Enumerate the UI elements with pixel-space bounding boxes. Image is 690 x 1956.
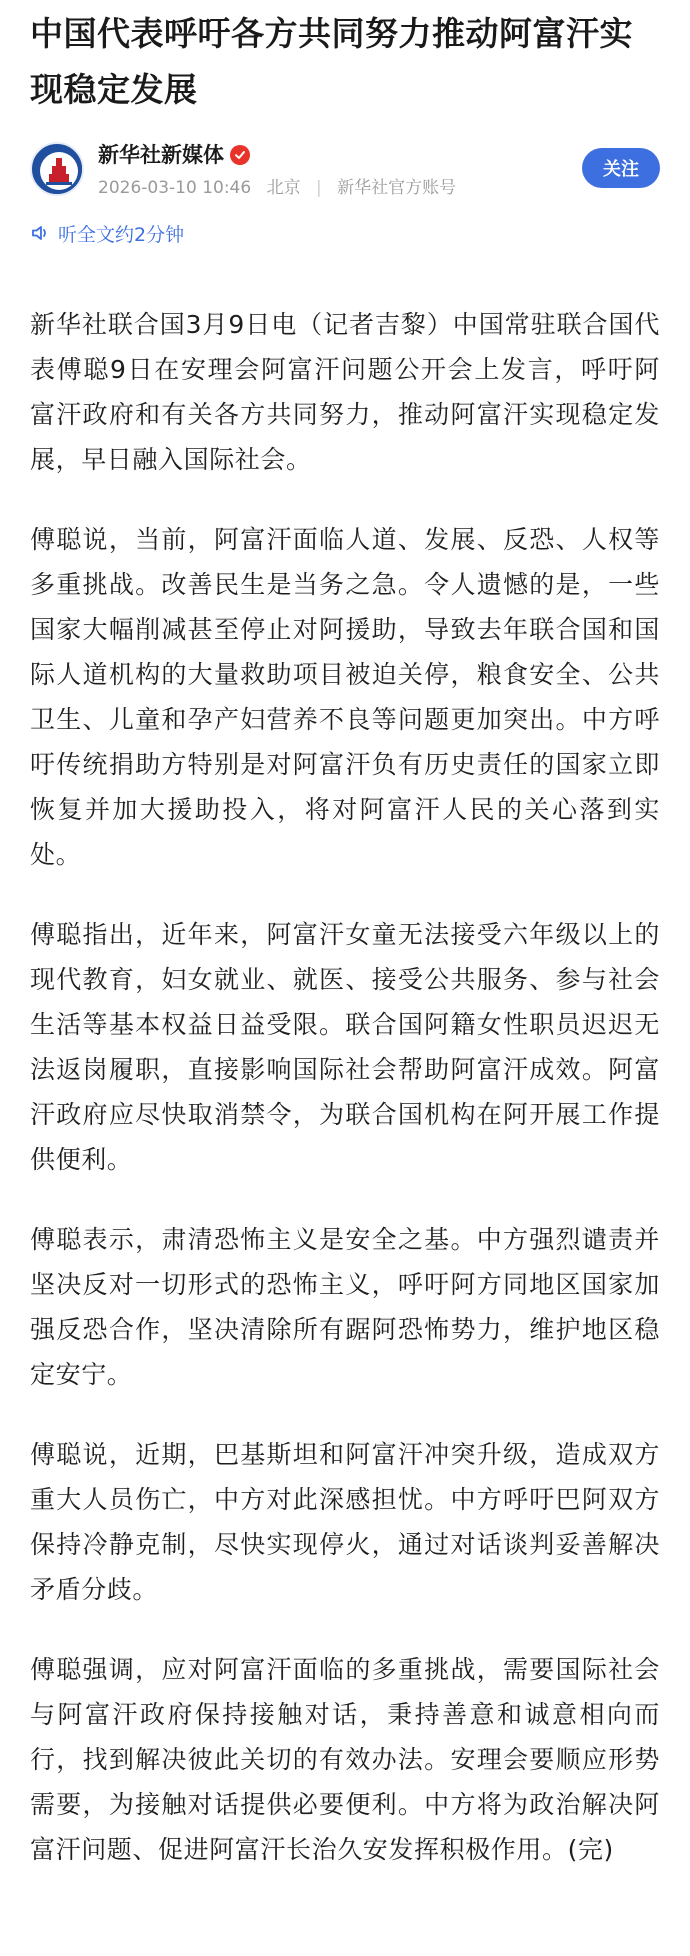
- paragraph: 傅聪强调，应对阿富汗面临的多重挑战，需要国际社会与阿富汗政府保持接触对话，秉持善意和诚意相向而行，找到解决彼此关切的有效办法。安理会要顺应形势需要，为接触对话提供必要便利。中方将为政治解决阿富汗问题、促进阿富汗长治久安发挥积极作用。(完): [30, 1655, 660, 1864]
- paragraph: 傅聪指出，近年来，阿富汗女童无法接受六年级以上的现代教育，妇女就业、就医、接受公共服务、参与社会生活等基本权益日益受限。联合国阿籍女性职员迟迟无法返岗履职，直接影响国际社会帮助阿富汗成效。阿富汗政府应尽快取消禁令，为联合国机构在阿开展工作提供便利。: [30, 920, 660, 1174]
- article-body: [30, 302, 660, 1872]
- listen-button[interactable]: [30, 218, 660, 248]
- follow-button[interactable]: 关注: [582, 148, 660, 188]
- author-name[interactable]: [98, 140, 250, 170]
- speaker-icon: [30, 223, 50, 243]
- post-meta: [98, 176, 466, 200]
- verified-icon: [230, 145, 250, 165]
- paragraph: 新华社联合国3月9日电（记者吉黎）中国常驻联合国代表傅聪9日在安理会阿富汗问题公开会上发言，呼吁阿富汗政府和有关各方共同努力，推动阿富汗实现稳定发展，早日融入国际社会。: [30, 310, 660, 474]
- paragraph: 傅聪说，近期，巴基斯坦和阿富汗冲突升级，造成双方重大人员伤亡，中方对此深感担忧。中方呼吁巴阿双方保持冷静克制，尽快实现停火，通过对话谈判妥善解决矛盾分歧。: [30, 1440, 660, 1604]
- xinhua-logo-icon: [32, 144, 84, 196]
- account-type: 新华社官方账号: [337, 178, 457, 198]
- author-name-text: 新华社新媒体: [98, 143, 224, 167]
- avatar[interactable]: [30, 142, 84, 196]
- author-row: [30, 140, 660, 204]
- paragraph: 傅聪说，当前，阿富汗面临人道、发展、反恐、人权等多重挑战。改善民生是当务之急。令人遗憾的是，一些国家大幅削减甚至停止对阿援助，导致去年联合国和国际人道机构的大量救助项目被迫关停，粮食安全、公共卫生、儿童和孕产妇营养不良等问题更加突出。中方呼吁传统捐助方特别是对阿富汗负有历史责任的国家立即恢复并加大援助投入，将对阿富汗人民的关心落到实处。: [30, 525, 660, 869]
- listen-label: 听全文约2分钟: [58, 223, 185, 246]
- post-datetime: 2026-03-10 10:46: [98, 178, 252, 198]
- paragraph: 傅聪表示，肃清恐怖主义是安全之基。中方强烈谴责并坚决反对一切形式的恐怖主义，呼吁阿方同地区国家加强反恐合作，坚决清除所有踞阿恐怖势力，维护地区稳定安宁。: [30, 1225, 660, 1389]
- post-location: 北京: [266, 178, 301, 198]
- article-title: 中国代表呼吁各方共同努力推动阿富汗实现稳定发展: [30, 14, 633, 109]
- meta-divider: |: [316, 178, 322, 198]
